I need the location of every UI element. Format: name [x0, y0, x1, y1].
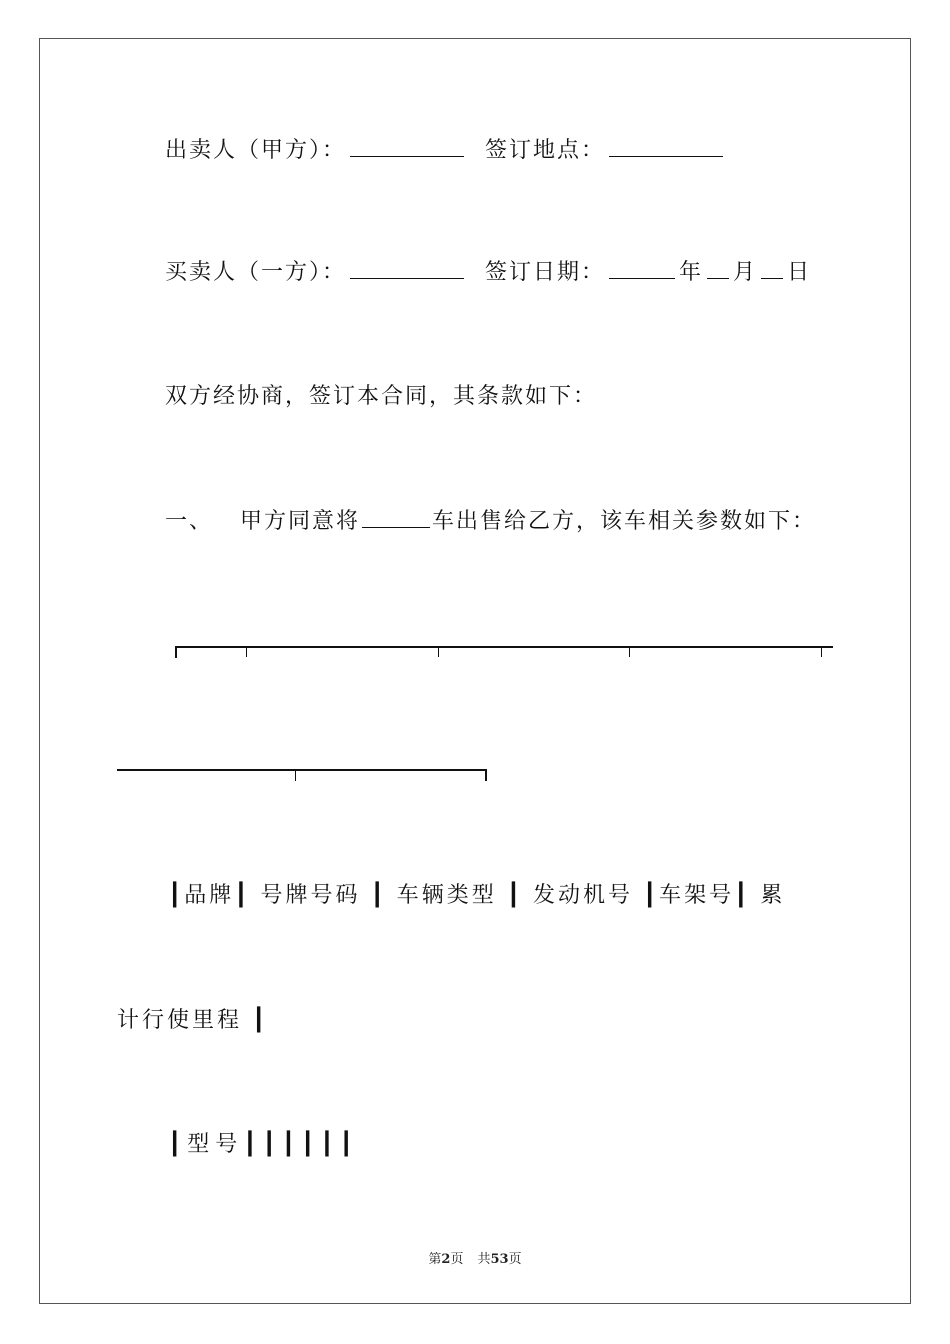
page-current: 2	[441, 1252, 451, 1267]
page-border	[39, 38, 911, 1304]
place-blank[interactable]	[609, 136, 723, 157]
buyer-line	[165, 258, 811, 288]
month-label: 月	[733, 260, 758, 285]
table-top-tick-4	[821, 646, 822, 657]
total-prefix: 共	[477, 1252, 491, 1267]
day-blank[interactable]	[761, 258, 783, 279]
year-blank[interactable]	[609, 258, 675, 279]
page-prefix: 第	[428, 1252, 442, 1267]
clause-text-before: 甲方同意将	[240, 509, 361, 534]
table-cont-rule	[117, 769, 487, 771]
date-label: 签订日期：	[485, 260, 606, 285]
seller-line	[165, 136, 727, 166]
table-top-rule	[175, 646, 833, 648]
table-top-tick-1	[246, 646, 247, 657]
page-footer	[0, 1248, 950, 1267]
total-suffix: 页	[508, 1252, 522, 1267]
year-label: 年	[679, 260, 704, 285]
table-top-tick-3	[629, 646, 630, 657]
day-label: 日	[787, 260, 812, 285]
table-top-tick-left	[175, 646, 177, 658]
seller-label: 出卖人（甲方）：	[165, 138, 347, 163]
clause-one	[165, 507, 816, 537]
seller-blank[interactable]	[350, 136, 464, 157]
clause-number: 一、	[165, 509, 214, 534]
month-blank[interactable]	[707, 258, 729, 279]
table-cont-tick-2	[485, 769, 487, 781]
place-label: 签订地点：	[485, 138, 606, 163]
intro-line: 双方经协商，签订本合同，其条款如下：	[165, 384, 598, 409]
buyer-blank[interactable]	[350, 258, 464, 279]
table-top-tick-2	[438, 646, 439, 657]
table-cont-tick-1	[295, 769, 296, 781]
table-header-row: ┃品牌┃ 号牌号码 ┃ 车辆类型 ┃ 发动机号 ┃车架号┃ 累	[168, 883, 786, 908]
clause-text-after: 车出售给乙方，该车相关参数如下：	[432, 509, 817, 534]
buyer-label: 买卖人（一方）：	[165, 260, 347, 285]
page-suffix: 页	[450, 1252, 464, 1267]
vehicle-blank[interactable]	[362, 507, 430, 528]
table-model-row: ┃型号┃┃┃┃┃┃	[168, 1132, 359, 1157]
total-pages: 53	[490, 1252, 509, 1267]
table-header-row-cont: 计行使里程 ┃	[117, 1008, 269, 1033]
